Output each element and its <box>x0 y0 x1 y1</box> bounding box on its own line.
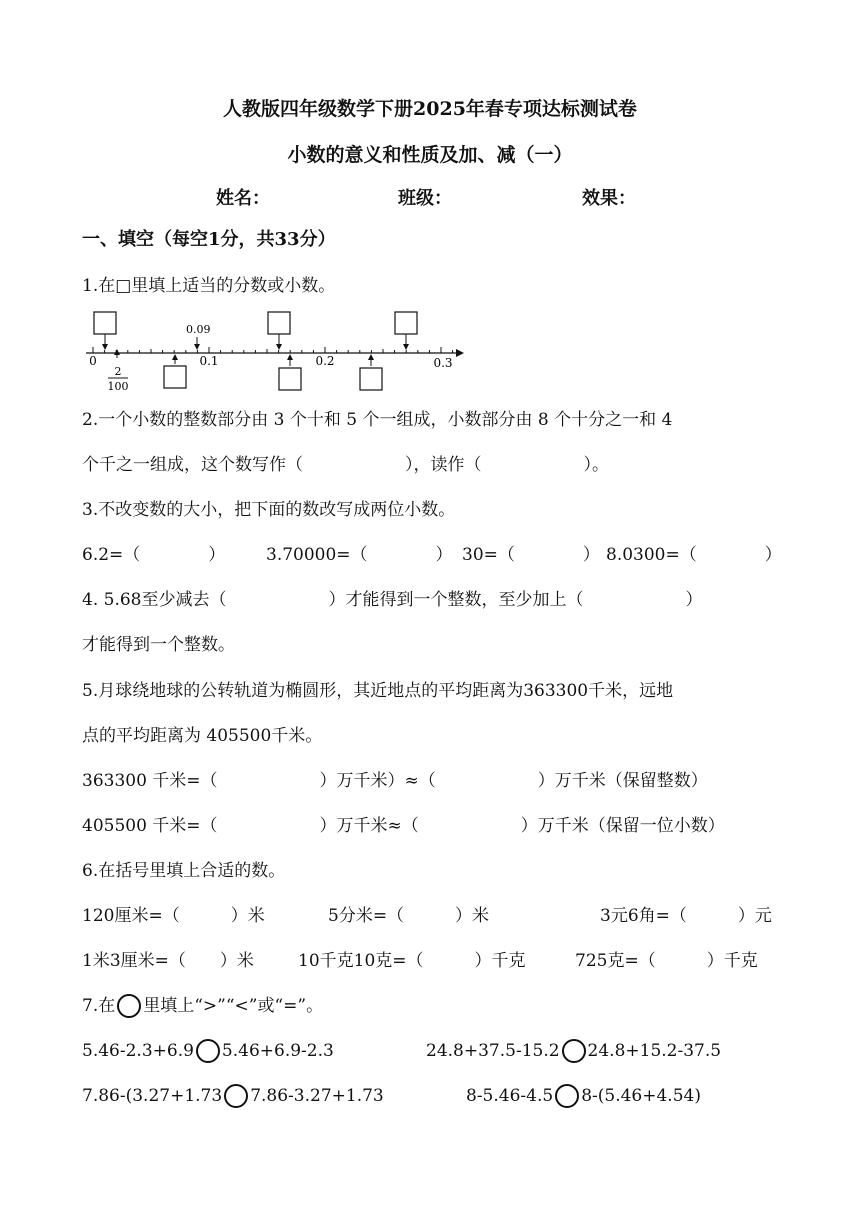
q7-comparison <box>466 1084 701 1108</box>
q7-comparison <box>426 1039 721 1063</box>
compare-circle[interactable] <box>562 1039 586 1063</box>
q7-text-after: 里填上“>”“<”或“=”。 <box>143 996 324 1016</box>
question-5-line-2: 点的平均距离为 405500千米。 <box>82 726 323 746</box>
expression: 5.46+6.9-2.3 <box>221 1041 334 1061</box>
answer-box[interactable] <box>279 368 301 390</box>
compare-circle[interactable] <box>555 1084 579 1108</box>
question-1: 1.在□里填上适当的分数或小数。 <box>82 276 336 296</box>
answer-box[interactable] <box>360 368 382 390</box>
question-3: 3.不改变数的大小，把下面的数改写成两位小数。 <box>82 500 456 520</box>
result-label: 效果： <box>582 188 636 209</box>
q3-item: 8.0300=（ ） <box>606 545 782 565</box>
question-2-line-1: 2.一个小数的整数部分由 3 个十和 5 个一组成，小数部分由 8 个十分之一和 4 <box>82 410 673 430</box>
question-5-line-3: 363300 千米=（ ）万千米）≈（ ）万千米（保留整数） <box>82 771 708 791</box>
section-heading: 一、填空（每空1分，共33分） <box>82 229 336 250</box>
question-7 <box>82 994 778 1018</box>
compare-circle[interactable] <box>196 1039 220 1063</box>
number-line-arrow <box>456 349 464 357</box>
label-0-1: 0.1 <box>199 354 219 368</box>
q6-item: 3元6角=（ ）元 <box>600 906 772 926</box>
label-0-09: 0.09 <box>186 323 211 336</box>
q3-item: 30=（ ） <box>462 545 600 565</box>
q6-item: 120厘米=（ ）米 <box>82 906 265 926</box>
q3-item: 3.70000=（ ） <box>266 545 453 565</box>
q6-item: 10千克10克=（ ）千克 <box>298 951 526 971</box>
label-0-2: 0.2 <box>315 354 335 368</box>
page-subtitle: 小数的意义和性质及加、减（一） <box>287 144 573 166</box>
expression: 24.8+15.2-37.5 <box>587 1041 722 1061</box>
name-label: 姓名： <box>216 188 270 209</box>
fraction-denominator: 100 <box>107 380 129 393</box>
expression: 5.46-2.3+6.9 <box>82 1041 194 1061</box>
question-6: 6.在括号里填上合适的数。 <box>82 861 286 881</box>
question-5-line-4: 405500 千米=（ ）万千米≈（ ）万千米（保留一位小数） <box>82 816 725 836</box>
expression: 24.8+37.5-15.2 <box>426 1041 560 1061</box>
label-0-3: 0.3 <box>433 356 453 370</box>
question-5-line-1: 5.月球绕地球的公转轨道为椭圆形，其近地点的平均距离为363300千米，远地 <box>82 681 674 701</box>
expression: 8-5.46-4.5 <box>466 1086 554 1106</box>
answer-box[interactable] <box>94 312 116 334</box>
q6-item: 1米3厘米=（ ）米 <box>82 951 254 971</box>
q7-comparison <box>82 1084 384 1108</box>
fraction-numerator: 2 <box>114 365 122 378</box>
compare-circle[interactable] <box>224 1084 248 1108</box>
circle-icon <box>117 994 141 1018</box>
q6-item: 5分米=（ ）米 <box>328 906 490 926</box>
answer-box[interactable] <box>395 312 417 334</box>
question-4-line-1: 4. 5.68至少减去（ ）才能得到一个整数，至少加上（ ） <box>82 590 703 610</box>
question-2-line-2: 个千之一组成，这个数写作（ ），读作（ ）。 <box>82 455 609 475</box>
label-0: 0 <box>89 354 97 368</box>
page-title: 人教版四年级数学下册2025年春专项达标测试卷 <box>223 98 637 120</box>
answer-box[interactable] <box>164 366 186 388</box>
q6-item: 725克=（ ）千克 <box>575 951 758 971</box>
question-4-line-2: 才能得到一个整数。 <box>82 635 235 655</box>
expression: 7.86-3.27+1.73 <box>250 1086 384 1106</box>
number-line-figure <box>80 306 465 396</box>
class-label: 班级： <box>398 188 452 209</box>
expression: 8-(5.46+4.54) <box>581 1086 701 1106</box>
expression: 7.86-(3.27+1.73 <box>82 1086 223 1106</box>
q7-comparison <box>82 1039 334 1063</box>
q7-text-before: 7.在 <box>82 996 116 1016</box>
q3-item: 6.2=（ ） <box>82 545 226 565</box>
answer-box[interactable] <box>268 312 290 334</box>
